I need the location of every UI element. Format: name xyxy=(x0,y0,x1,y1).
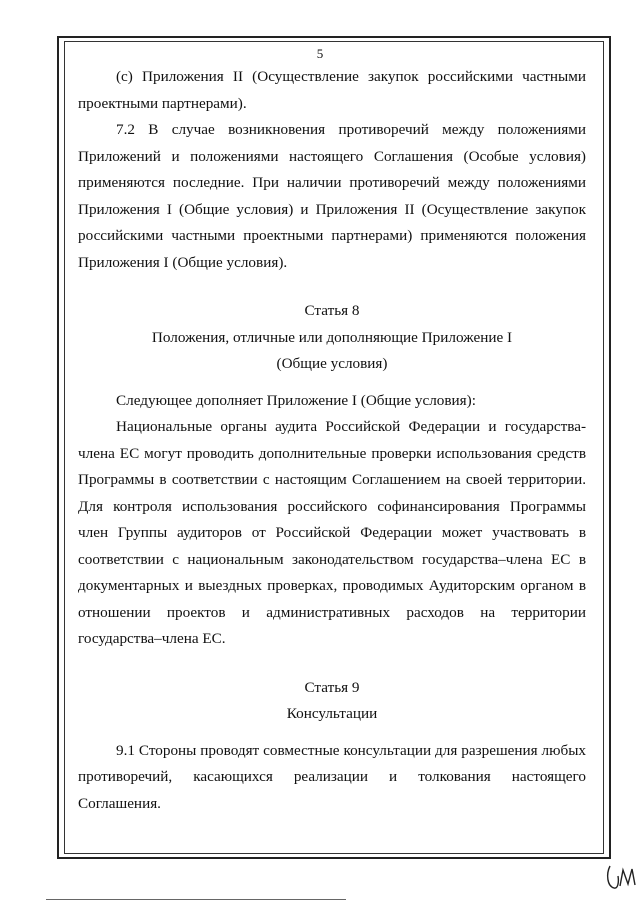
paragraph-annex-ii: (с) Приложения II (Осуществление закупок российскими частными проектными партнерами). xyxy=(78,68,586,112)
page-number: 5 xyxy=(316,46,324,61)
paragraph-supplement-intro: Следующее дополняет Приложение I (Общие условия): xyxy=(116,391,476,409)
handwritten-initials xyxy=(604,856,640,896)
paragraph-audit: Национальные органы аудита Российской Федерации и государства-члена ЕС могут проводить дополнительные проверки использования средств Программы в соответствии с настоящим Соглашением на своей территории. Для контроля использования российского софинансирования Программы член Группы аудиторов от Российской Федерации может участвовать в соответствии с национальным законодательством государства–члена ЕС в документарных и выездных проверках, проводимых Аудиторским органом в отношении проектов и административных расходов на территории государства–члена ЕС. xyxy=(78,418,586,647)
footer-rule xyxy=(46,899,346,900)
paragraph-7-2: 7.2 В случае возникновения противоречий между положениями Приложений и положениями настоящего Соглашения (Особые условия) применяются последние. При наличии противоречий между положениями Приложения I (Общие условия) и Приложения II (Осуществление закупок российскими частными проектными партнерами) применяются положения Приложения I (Общие условия). xyxy=(78,121,586,271)
article-9-title: Статья 9 xyxy=(304,678,360,696)
article-8-subtitle-line2: (Общие условия) xyxy=(276,355,388,372)
article-8-subtitle-line1: Положения, отличные или дополняющие Приложение I xyxy=(151,328,513,346)
document-body xyxy=(78,64,586,817)
article-9-subtitle: Консультации xyxy=(286,705,378,722)
article-8-title: Статья 8 xyxy=(304,302,360,319)
paragraph-9-1: 9.1 Стороны проводят совместные консультации для разрешения любых противоречий, касающихся реализации и толкования настоящего Соглашения. xyxy=(78,741,586,812)
